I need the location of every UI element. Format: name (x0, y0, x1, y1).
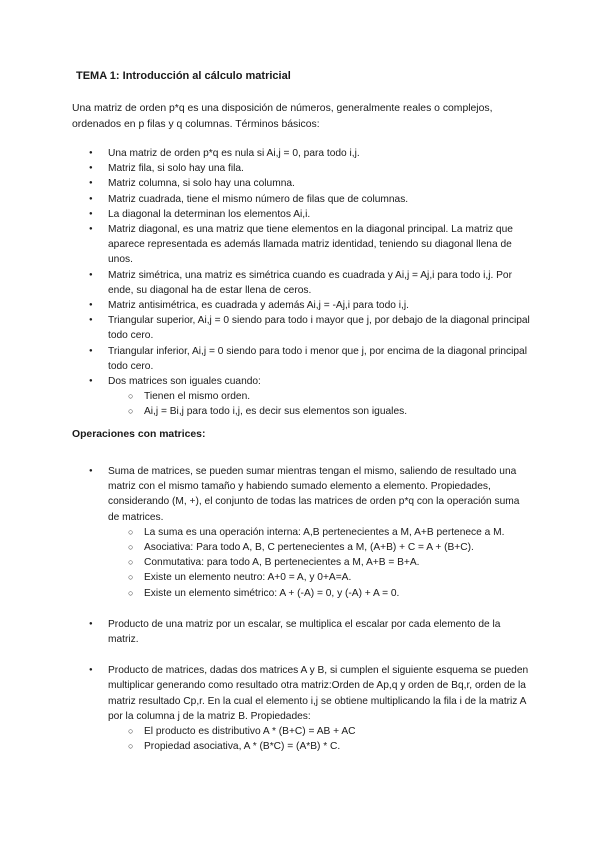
list-item: ● Triangular superior, Ai,j = 0 siendo para todo i mayor que j, por debajo de la diagonal principal todo cero. (108, 313, 532, 343)
product-text: Producto de matrices, dadas dos matrices A y B, si cumplen el siguiente esquema se pueden multiplicar generando como resultado otra matriz:Orden de Ap,q y orden de Bq,r, orden de la matriz resultado Cp,r. En la cual el elemento i,j se obtiene multiplicando la fila i de la matriz A por la columna j de la matriz B. Propiedades: (108, 665, 529, 722)
product-item (108, 663, 532, 754)
list-item: ○ La suma es una operación interna: A,B pertenecientes a M, A+B pertenece a M. (144, 525, 532, 540)
document-title: TEMA 1: Introducción al cálculo matricial (76, 70, 291, 82)
list-item: ○ El producto es distributivo A * (B+C) = AB + AC (144, 724, 532, 739)
list-item: ● Matriz cuadrada, tiene el mismo número de filas que de columnas. (108, 192, 532, 207)
list-item: ● Matriz fila, si solo hay una fila. (108, 161, 532, 176)
list-item: ● La diagonal la determinan los elementos Ai,i. (108, 207, 532, 222)
list-item: ○ Propiedad asociativa, A * (B*C) = (A*B) * C. (144, 739, 532, 754)
operations-list (108, 464, 532, 754)
list-item: ○ Existe un elemento neutro: A+0 = A, y 0+A=A. (144, 570, 532, 585)
list-item: ● Matriz simétrica, una matriz es simétrica cuando es cuadrada y Ai,j = Aj,i para todo i,j. Por ende, su diagonal ha de estar llena de ceros. (108, 268, 532, 298)
list-item: ● Matriz antisimétrica, es cuadrada y además Ai,j = -Aj,i para todo i,j. (108, 298, 532, 313)
sum-properties-list (144, 525, 532, 601)
list-item: ● Matriz diagonal, es una matriz que tiene elementos en la diagonal principal. La matriz que aparece representada es además llamada matriz identidad, teniendo su diagonal llena de unos. (108, 222, 532, 268)
list-item: ○ Conmutativa: para todo A, B pertenecientes a M, A+B = B+A. (144, 555, 532, 570)
list-item: ○ Existe un elemento simétrico: A + (-A) = 0, y (-A) + A = 0. (144, 586, 532, 601)
basic-terms-list (108, 146, 532, 420)
list-item: ○ Ai,j = Bi,j para todo i,j, es decir sus elementos son iguales. (144, 404, 532, 419)
list-item: ● Triangular inferior, Ai,j = 0 siendo para todo i menor que j, por encima de la diagonal principal todo cero. (108, 344, 532, 374)
intro-paragraph: Una matriz de orden p*q es una disposición de números, generalmente reales o complejos, ordenados en p filas y q columnas. Términos básicos: (72, 103, 493, 130)
list-item: ○ Asociativa: Para todo A, B, C pertenecientes a M, (A+B) + C = A + (B+C). (144, 540, 532, 555)
equal-matrices-sublist (144, 389, 532, 419)
product-properties-list (144, 724, 532, 754)
list-item: ● Matriz columna, si solo hay una columna. (108, 176, 532, 191)
sum-item (108, 464, 532, 601)
list-item: ● Una matriz de orden p*q es nula si Ai,j = 0, para todo i,j. (108, 146, 532, 161)
equal-matrices-item (108, 374, 532, 420)
equal-matrices-label: Dos matrices son iguales cuando: (108, 376, 261, 388)
scalar-item: ● Producto de una matriz por un escalar, se multiplica el escalar por cada elemento de la matriz. (108, 617, 532, 647)
sum-text: Suma de matrices, se pueden sumar mientras tengan el mismo, saliendo de resultado una matriz con el mismo tamaño y habiendo sumado elemento a elemento. Propiedades, considerando (M, +), el conjunto de todas las matrices de orden p*q con la operación suma de matrices. (108, 466, 520, 523)
operations-heading: Operaciones con matrices: (72, 429, 206, 440)
list-item: ○ Tienen el mismo orden. (144, 389, 532, 404)
